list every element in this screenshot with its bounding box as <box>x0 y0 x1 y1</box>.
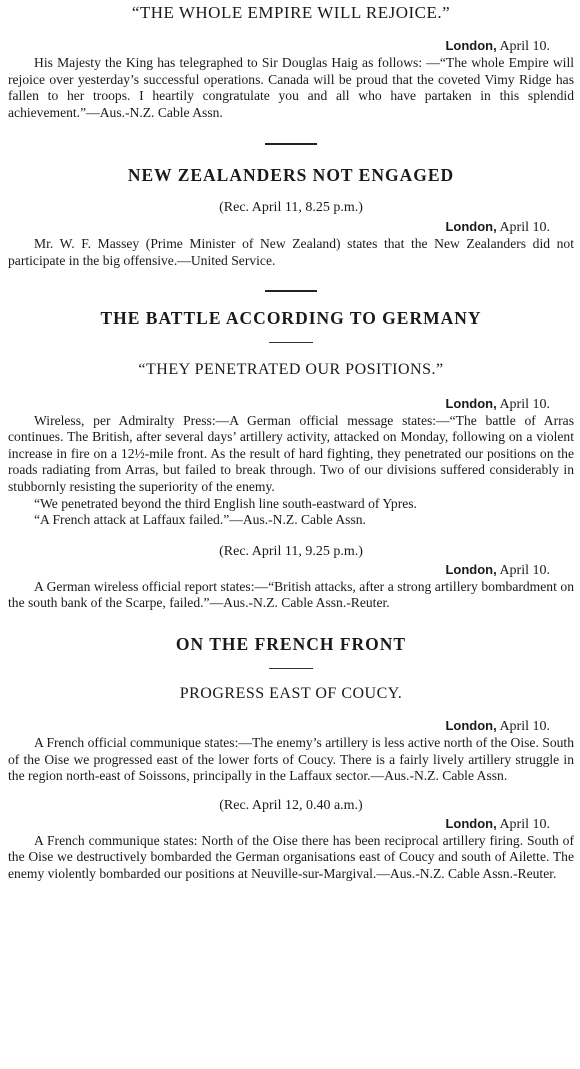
subheadline-coucy: PROGRESS EAST OF COUCY. <box>179 684 403 702</box>
article-body: Mr. W. F. Massey (Prime Minister of New Zealand) states that the New Zealanders did not participate in the big offensive.—United Service. <box>8 236 574 268</box>
headline-empire-rejoice: “THE WHOLE EMPIRE WILL REJOICE.” <box>131 3 451 22</box>
article-body: Wireless, per Admiralty Press:—A German official message states:—“The battle of Arras continues. The British, after several days’ artillery activity, attacked on Monday, following on a violent increase in fire on a 12½-mile front. As the result of hard fighting, they penetrated our positions on the roads radiating from Arras, but failed to break through. Two of our divisions suffered considerably in stubbornly resisting the superiority of the enemy. <box>8 412 574 494</box>
dateline <box>8 561 574 579</box>
dateline-place: London, <box>445 561 497 577</box>
subheadline-penetrated: “THEY PENETRATED OUR POSITIONS.” <box>138 360 444 378</box>
dateline <box>8 218 574 236</box>
dateline-date: April 10. <box>499 220 550 236</box>
dateline <box>8 815 574 833</box>
sub-divider <box>269 668 313 669</box>
article-body: “A French attack at Laffaux failed.”—Aus.-N.Z. Cable Assn. <box>34 512 366 528</box>
dateline <box>8 37 574 55</box>
dateline-date: April 10. <box>499 39 550 54</box>
dateline-date: April 10. <box>499 562 550 578</box>
section-divider <box>265 143 317 145</box>
dateline-date: April 10. <box>499 816 550 832</box>
headline-french-front: ON THE FRENCH FRONT <box>175 633 407 654</box>
headline-battle-germany: THE BATTLE ACCORDING TO GERMANY <box>100 307 482 328</box>
headline-new-zealanders: NEW ZEALANDERS NOT ENGAGED <box>127 165 455 186</box>
dateline-place: London, <box>445 717 497 733</box>
article-body: “We penetrated beyond the third English line south-eastward of Ypres. <box>34 495 417 511</box>
dateline-date: April 10. <box>499 718 550 734</box>
dateline <box>8 717 574 735</box>
section-divider <box>265 290 317 292</box>
dateline-place: London, <box>445 395 497 411</box>
article-body: A French communique states: North of the Oise there has been reciprocal artillery firing. South of the Oise we destructively bombarded the German organisations east of Coucy and south of Ailette. The enemy violently bombarded our positions at Neuville-sur-Margival.—Aus.-N.Z. Cable Assn.-Reuter. <box>8 832 574 881</box>
dateline-place: London, <box>445 815 497 831</box>
dateline-place: London, <box>445 219 497 235</box>
dateline-date: April 10. <box>499 396 550 412</box>
dateline-place: London, <box>445 38 497 53</box>
article-body: A German wireless official report states:—“British attacks, after a strong artillery bombardment on the south bank of the Scarpe, failed.”—Aus.-N.Z. Cable Assn.-Reuter. <box>8 578 574 611</box>
article-body: A French official communique states:—The enemy’s artillery is less active north of the Oise. South of the Oise we progressed east of the lower forts of Coucy. There is a fairly lively artillery struggle in the region north-east of Soissons, principally in the Laffaux sector.—Aus.-N.Z. Cable Assn. <box>8 734 574 784</box>
sub-divider <box>269 342 313 343</box>
received-time: (Rec. April 11, 8.25 p.m.) <box>219 200 363 216</box>
received-time: (Rec. April 12, 0.40 a.m.) <box>219 797 363 813</box>
article-body: His Majesty the King has telegraphed to Sir Douglas Haig as follows: —“The whole Empire will rejoice over yesterday’s successful operations. Canada will be proud that the coveted Vimy Ridge has fallen to her troops. I heartily congratulate you and all who have partaken in this splendid achievement.”—Aus.-N.Z. Cable Assn. <box>8 55 574 120</box>
dateline <box>8 395 574 413</box>
received-time: (Rec. April 11, 9.25 p.m.) <box>219 543 363 559</box>
